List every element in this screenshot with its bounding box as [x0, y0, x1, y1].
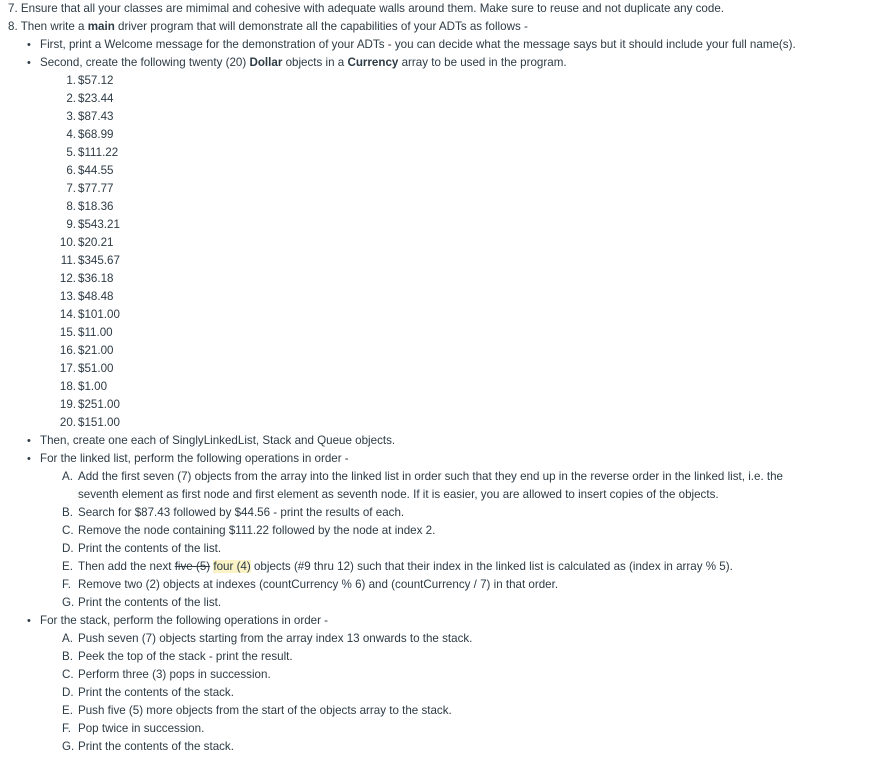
linked-op-b: [62, 506, 404, 520]
bullet-create-structures: [27, 434, 396, 448]
op-letter: B.: [62, 506, 73, 519]
list-number: 15.: [59, 326, 76, 339]
list-item: [52, 182, 114, 196]
op-text-post: objects (#9 thru 12) such that their index in the linked list is calculated as (index in array % 5).: [253, 560, 733, 573]
list-item: [52, 326, 113, 340]
op-text: Perform three (3) pops in succession.: [78, 668, 271, 681]
linked-op-a: [62, 470, 783, 484]
list-item: [52, 272, 114, 286]
bullet-text: First, print a Welcome message for the demonstration of your ADTs - you can decide what the message says but it should include your full name(s).: [40, 38, 796, 51]
item-text-pre: Then write a: [20, 20, 85, 33]
list-number: 11.: [60, 254, 76, 267]
bullet-text: For the linked list, perform the following operations in order -: [40, 452, 349, 465]
bullet-stack: [27, 614, 329, 628]
list-item: [52, 308, 120, 322]
struck-text: five (5): [174, 560, 211, 573]
instruction-8: [8, 20, 528, 34]
op-text: Search for $87.43 followed by $44.56 - print the results of each.: [78, 506, 405, 519]
op-letter: A.: [62, 632, 73, 645]
dollar-value: $44.55: [78, 164, 114, 177]
dollar-value: $251.00: [78, 398, 120, 411]
op-letter: B.: [62, 650, 73, 663]
op-letter: C.: [62, 524, 74, 537]
stack-op: [62, 740, 234, 754]
highlighted-text: four (4): [213, 560, 251, 573]
op-text: Print the contents of the stack.: [78, 740, 234, 753]
list-item: [52, 362, 114, 376]
dollar-value: $21.00: [78, 344, 114, 357]
op-text: Print the contents of the stack.: [78, 686, 234, 699]
list-item: [52, 416, 120, 430]
dollar-value: $345.67: [78, 254, 120, 267]
list-number: 13.: [59, 290, 76, 303]
list-number: 2.: [66, 92, 76, 105]
list-number: 5.: [66, 146, 76, 159]
dollar-value: $23.44: [78, 92, 114, 105]
bullet-text-pre: Second, create the following twenty (20): [40, 56, 247, 69]
op-letter: F.: [62, 722, 72, 735]
op-letter: D.: [62, 542, 74, 555]
op-letter: E.: [62, 704, 73, 717]
linked-op-a-continued: [78, 488, 719, 502]
list-item: [52, 146, 119, 160]
list-number: 19.: [59, 398, 76, 411]
op-letter: D.: [62, 686, 74, 699]
bullet-create-dollars: [27, 56, 567, 70]
bullet-icon: •: [27, 39, 31, 51]
op-text: Add the first seven (7) objects from the array into the linked list in order such that they end up in the reverse order in the linked list, i.e. the: [78, 470, 784, 483]
list-item: [52, 398, 120, 412]
list-item: [52, 110, 114, 124]
item-number: 8.: [8, 20, 18, 33]
list-number: 17.: [59, 362, 76, 375]
bullet-text-bold-dollar: Dollar: [249, 56, 283, 69]
op-text: Pop twice in succession.: [78, 722, 205, 735]
list-number: 7.: [66, 182, 76, 195]
bullet-icon: •: [27, 435, 31, 447]
dollar-value: $18.36: [78, 200, 114, 213]
dollar-value: $111.22: [78, 146, 119, 159]
linked-op-f: [62, 578, 558, 592]
list-item: [52, 200, 114, 214]
linked-op-e: [62, 560, 733, 574]
list-number: 14.: [59, 308, 76, 321]
stack-op: [62, 632, 472, 646]
bullet-welcome: [27, 38, 796, 52]
list-item: [52, 92, 114, 106]
bullet-icon: •: [27, 453, 31, 465]
list-number: 8.: [66, 200, 76, 213]
dollar-value: $101.00: [78, 308, 120, 321]
dollar-value: $20.21: [78, 236, 114, 249]
dollar-value: $87.43: [78, 110, 114, 123]
list-item: [52, 380, 108, 394]
dollar-value: $543.21: [78, 218, 120, 231]
bullet-linked-list: [27, 452, 349, 466]
stack-op: [62, 686, 234, 700]
bullet-text-bold-currency: Currency: [347, 56, 399, 69]
op-text: seventh element as first node and first element as seventh node. If it is easier, you are allowed to insert copies of the objects.: [78, 488, 719, 501]
op-letter: F.: [62, 578, 72, 591]
item-number: 7.: [8, 2, 18, 15]
bullet-icon: •: [27, 57, 31, 69]
op-text: Print the contents of the list.: [78, 596, 222, 609]
op-letter: G.: [62, 740, 75, 753]
dollar-value: $1.00: [78, 380, 108, 393]
op-text: Peek the top of the stack - print the result.: [78, 650, 293, 663]
bullet-text: Then, create one each of SinglyLinkedList, Stack and Queue objects.: [40, 434, 396, 447]
list-item: [52, 254, 120, 268]
op-text: Push five (5) more objects from the start of the objects array to the stack.: [78, 704, 452, 717]
dollar-value: $36.18: [78, 272, 114, 285]
item-text-post: driver program that will demonstrate all the capabilities of your ADTs as follows -: [118, 20, 528, 33]
op-letter: A.: [62, 470, 73, 483]
list-number: 10.: [59, 236, 76, 249]
list-item: [52, 74, 114, 88]
list-number: 16.: [59, 344, 76, 357]
stack-op: [62, 704, 452, 718]
op-text: Push seven (7) objects starting from the array index 13 onwards to the stack.: [78, 632, 473, 645]
list-number: 3.: [66, 110, 76, 123]
dollar-value: $57.12: [78, 74, 114, 87]
stack-op: [62, 650, 293, 664]
list-number: 6.: [66, 164, 76, 177]
list-item: [52, 236, 114, 250]
stack-op: [62, 722, 204, 736]
linked-op-d: [62, 542, 221, 556]
item-text-bold: main: [87, 20, 115, 33]
stack-op: [62, 668, 271, 682]
linked-op-g: [62, 596, 221, 610]
instruction-7: [8, 2, 724, 16]
op-letter: C.: [62, 668, 74, 681]
list-number: 18.: [59, 380, 76, 393]
dollar-value: $77.77: [78, 182, 114, 195]
dollar-value: $68.99: [78, 128, 114, 141]
dollar-value: $48.48: [78, 290, 114, 303]
dollar-value: $151.00: [78, 416, 120, 429]
bullet-text: For the stack, perform the following operations in order -: [40, 614, 329, 627]
list-number: 20.: [59, 416, 76, 429]
list-item: [52, 344, 114, 358]
list-item: [52, 218, 120, 232]
list-number: 1.: [66, 74, 76, 87]
op-letter: E.: [62, 560, 73, 573]
op-text: Print the contents of the list.: [78, 542, 222, 555]
dollar-value: $51.00: [78, 362, 114, 375]
bullet-text-post: array to be used in the program.: [401, 56, 567, 69]
item-text: Ensure that all your classes are mimimal and cohesive with adequate walls around them. Make sure to reuse and not duplicate any code.: [20, 2, 724, 15]
bullet-icon: •: [27, 615, 31, 627]
op-text: Remove two (2) objects at indexes (countCurrency % 6) and (countCurrency / 7) in that order.: [78, 578, 559, 591]
linked-op-c: [62, 524, 435, 538]
list-number: 9.: [66, 218, 76, 231]
list-item: [52, 164, 114, 178]
dollar-value: $11.00: [78, 326, 113, 339]
list-item: [52, 128, 114, 142]
op-letter: G.: [62, 596, 75, 609]
bullet-text-mid: objects in a: [285, 56, 345, 69]
op-text-pre: Then add the next: [78, 560, 172, 573]
list-number: 12.: [59, 272, 76, 285]
list-number: 4.: [66, 128, 76, 141]
op-text: Remove the node containing $111.22 followed by the node at index 2.: [78, 524, 436, 537]
list-item: [52, 290, 114, 304]
